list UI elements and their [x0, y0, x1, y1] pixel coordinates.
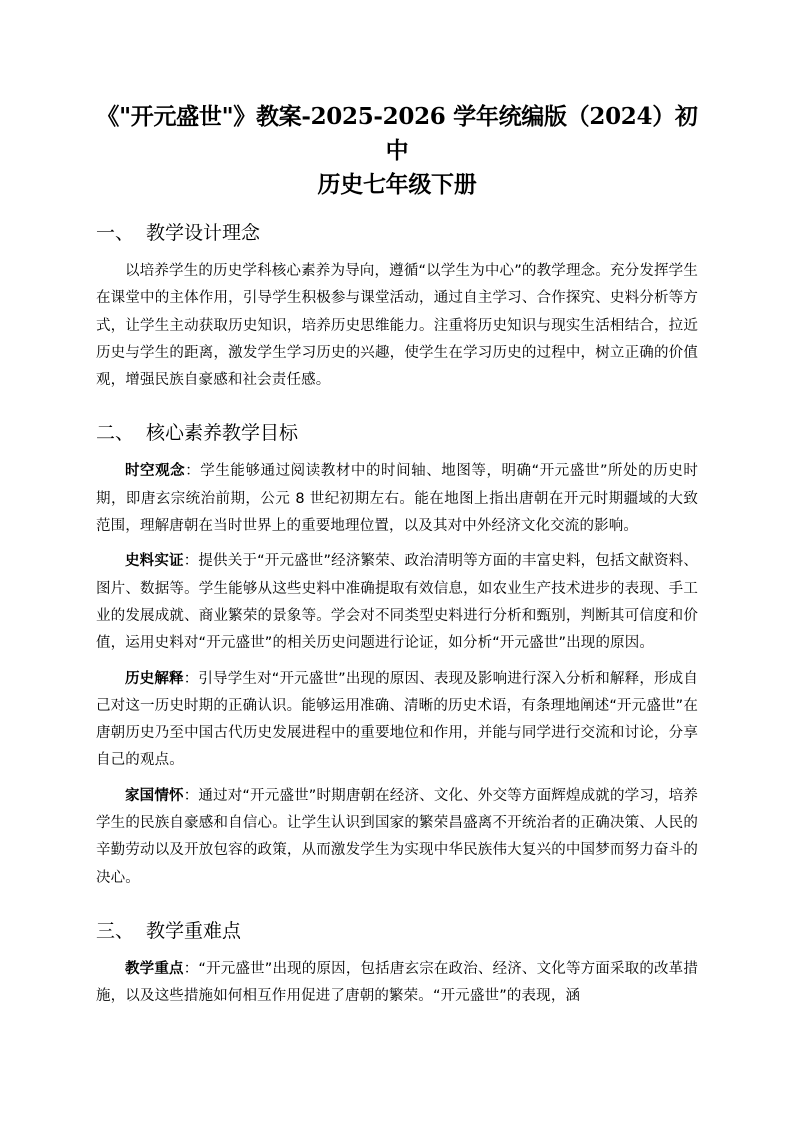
goal-text: ：通过对“开元盛世”时期唐朝在经济、文化、外交等方面辉煌成就的学习，培养学生的民族自豪感和自信心。让学生认识到国家的繁荣昌盛离不开统治者的正确决策、人民的辛勤劳动以及开放包容的政策，从而激发学生为实现中华民族伟大复兴的中国梦而努力奋斗的决心。: [96, 787, 698, 886]
section-number: 一、: [96, 222, 135, 244]
goal-text: ：引导学生对“开元盛世”出现的原因、表现及影响进行深入分析和解释，形成自己对这一历史时期的正确认识。能够运用准确、清晰的历史术语，有条理地阐述“开元盛世”在唐朝历史乃至中国古代历史发展进程中的重要地位和作用，并能与同学进行交流和讨论，分享自己的观点。: [96, 670, 698, 769]
goal-text: ：提供关于“开元盛世”经济繁荣、政治清明等方面的丰富史料，包括文献资料、图片、数据等。学生能够从这些史料中准确提取有效信息，如农业生产技术进步的表现、手工业的发展成就、商业繁荣的景象等。学会对不同类型史料进行分析和甄别，判断其可信度和价值，运用史料对“开元盛世”的相关历史问题进行论证，如分析“开元盛世”出现的原因。: [96, 553, 698, 652]
key-point-text: ：“开元盛世”出现的原因，包括唐玄宗在政治、经济、文化等方面采取的改革措施，以及这些措施如何相互作用促进了唐朝的繁荣。“开元盛世”的表现，涵: [96, 960, 698, 1005]
goal-paragraph-interpretation: [96, 666, 698, 775]
document-title-line-1: 《"开元盛世"》教案-2025-2026 学年统编版（2024）初中: [96, 103, 698, 164]
goal-term: 史料实证: [125, 553, 184, 570]
section-number: 三、: [96, 919, 135, 942]
key-point-paragraph: [96, 956, 698, 1011]
section-title: 教学设计理念: [146, 222, 261, 244]
document-page: [96, 100, 698, 1011]
document-title-line-2: 历史七年级下册: [317, 171, 477, 198]
goal-paragraph-time-space: [96, 458, 698, 540]
goal-text: ：学生能够通过阅读教材中的时间轴、地图等，明确“开元盛世”所处的历史时期，即唐玄宗统治前期，公元 8 世纪初期左右。能在地图上指出唐朝在开元时期疆域的大致范围，理解唐朝在当时世界上的重要地理位置，以及其对中外经济文化交流的影响。: [96, 463, 698, 535]
goal-paragraph-evidence: [96, 548, 698, 657]
section-title: 核心素养教学目标: [146, 422, 299, 445]
section-heading-key-difficult-points: [96, 918, 698, 944]
section-title: 教学重难点: [146, 919, 242, 942]
design-concept-paragraph: 以培养学生的历史学科核心素养为导向，遵循“以学生为中心”的教学理念。充分发挥学生在课堂中的主体作用，引导学生积极参与课堂活动，通过自主学习、合作探究、史料分析等方式，让学生主动获取历史知识，培养历史思维能力。注重将历史知识与现实生活相结合，拉近历史与学生的距离，激发学生学习历史的兴趣，使学生在学习历史的过程中，树立正确的价值观，增强民族自豪感和社会责任感。: [96, 263, 698, 389]
section-heading-core-goals: [96, 420, 698, 446]
key-point-term: 教学重点: [125, 960, 184, 977]
section-heading-design-concept: [96, 220, 698, 246]
goal-term: 家国情怀: [125, 787, 184, 804]
goal-term: 时空观念: [125, 463, 186, 480]
section-number: 二、: [96, 422, 135, 445]
goal-term: 历史解释: [125, 670, 184, 687]
goal-paragraph-patriotism: [96, 783, 698, 892]
document-title: [96, 100, 698, 202]
